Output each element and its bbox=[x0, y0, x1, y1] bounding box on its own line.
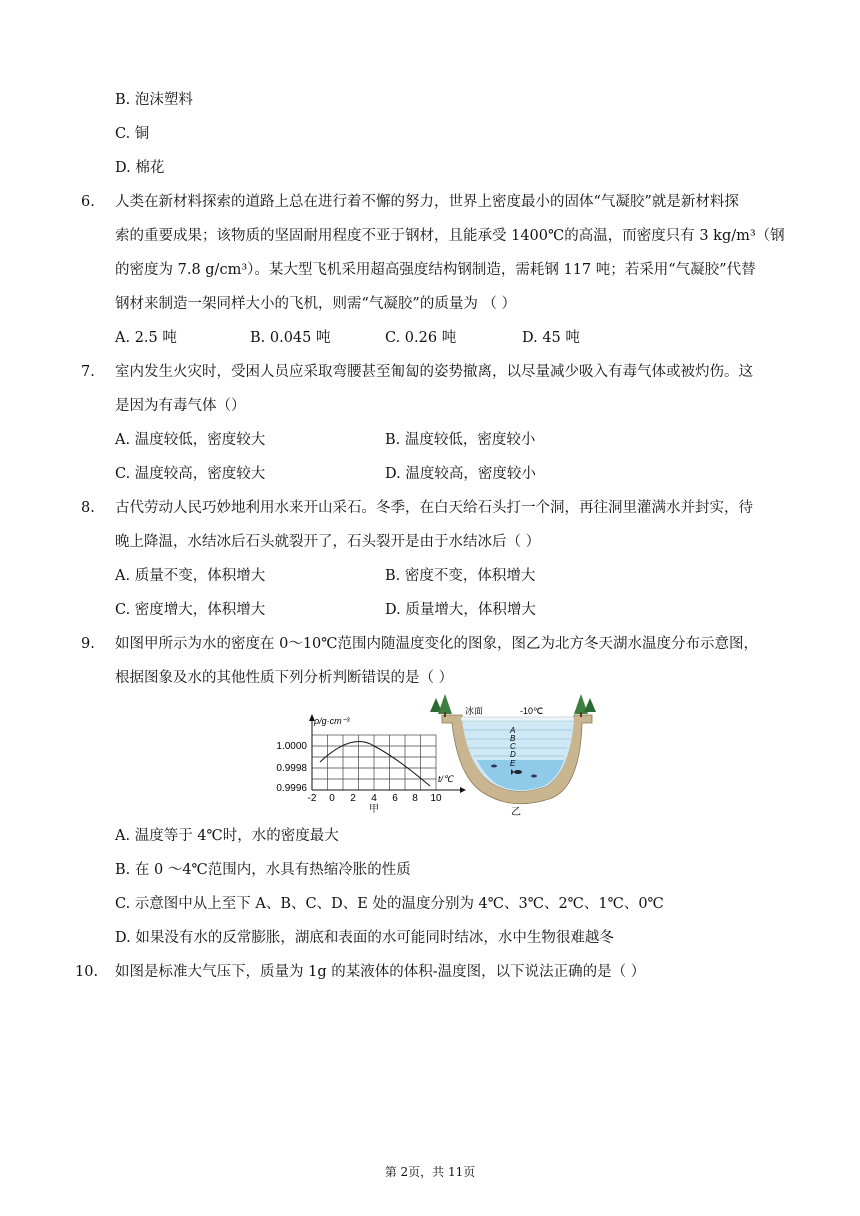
x-axis-arrow bbox=[460, 787, 466, 793]
layer-a: A bbox=[510, 726, 516, 735]
air-temp-label: -10℃ bbox=[520, 706, 544, 716]
q9-number: 9. bbox=[81, 636, 95, 652]
q6-line-4: 钢材来制造一架同样大小的飞机，则需“气凝胶”的质量为 （ ） bbox=[115, 296, 517, 312]
y-tick-1: 1.0000 bbox=[276, 741, 307, 752]
q7-option-c: C. 温度较高，密度较大 bbox=[115, 466, 266, 482]
x-tick-1: -2 bbox=[307, 793, 317, 804]
q6-option-c: C. 0.26 吨 bbox=[385, 330, 457, 346]
q8-line-1: 古代劳动人民巧妙地利用水来开山采石。冬季，在白天给石头打一个洞，再往洞里灌满水并封实，待 bbox=[115, 500, 753, 516]
q10-line-1: 如图是标准大气压下，质量为 1g 的某液体的体积-温度图，以下说法正确的是（ ） bbox=[115, 964, 646, 980]
q5-option-c: C. 铜 bbox=[115, 126, 150, 142]
q9-option-d: D. 如果没有水的反常膨胀，湖底和表面的水可能同时结冰，水中生物很难越冬 bbox=[115, 930, 614, 946]
q6-line-3: 的密度为 7.8 g/cm³）。某大型飞机采用超高强度结构钢制造，需耗钢 117 吨；若采用“气凝胶”代替 bbox=[115, 262, 756, 278]
q6-option-a: A. 2.5 吨 bbox=[115, 330, 177, 346]
q9-line-1: 如图甲所示为水的密度在 0～10℃范围内随温度变化的图象，图乙为北方冬天湖水温度分布示意图， bbox=[115, 636, 759, 652]
q8-option-d: D. 质量增大，体积增大 bbox=[385, 602, 536, 618]
graph-caption: 甲 bbox=[369, 804, 379, 815]
q10-number: 10. bbox=[75, 964, 99, 980]
q8-line-2: 晚上降温，水结冰后石头就裂开了，石头裂开是由于水结冰后（ ） bbox=[115, 534, 541, 550]
q7-number: 7. bbox=[81, 364, 95, 380]
q7-line-1: 室内发生火灾时，受困人员应采取弯腰甚至匍匐的姿势撤离，以尽量减少吸入有毒气体或被灼伤。这 bbox=[115, 364, 753, 380]
layer-b: B bbox=[510, 734, 516, 743]
q7-option-b: B. 温度较低，密度较小 bbox=[385, 432, 536, 448]
q9-line-2: 根据图象及水的其他性质下列分析判断错误的是（ ） bbox=[115, 670, 454, 686]
layer-c: C bbox=[510, 742, 516, 751]
ice-label: 冰面 bbox=[465, 706, 484, 716]
q6-number: 6. bbox=[81, 194, 95, 210]
q6-option-d: D. 45 吨 bbox=[522, 330, 580, 346]
q9-option-a: A. 温度等于 4℃时，水的密度最大 bbox=[115, 828, 339, 844]
q6-option-b: B. 0.045 吨 bbox=[250, 330, 331, 346]
lake-diagram bbox=[430, 694, 596, 818]
q7-option-a: A. 温度较低，密度较大 bbox=[115, 432, 266, 448]
q5-option-b: B. 泡沫塑料 bbox=[115, 92, 193, 108]
tree-left-icon bbox=[430, 694, 452, 717]
q9-option-b: B. 在 0 ～4℃范围内，水具有热缩冷胀的性质 bbox=[115, 862, 411, 878]
small-fish-icon bbox=[491, 765, 497, 768]
q9-option-c: C. 示意图中从上至下 A、B、C、D、E 处的温度分别为 4℃、3℃、2℃、1℃、0℃ bbox=[115, 896, 664, 912]
q8-option-b: B. 密度不变，体积增大 bbox=[385, 568, 536, 584]
x-tick-4: 4 bbox=[371, 793, 377, 804]
x-tick-2: 0 bbox=[329, 793, 335, 804]
layer-e: E bbox=[510, 759, 516, 768]
q8-option-a: A. 质量不变，体积增大 bbox=[115, 568, 266, 584]
q8-option-c: C. 密度增大，体积增大 bbox=[115, 602, 266, 618]
tree-right-icon bbox=[574, 694, 596, 717]
density-graph bbox=[276, 714, 466, 815]
x-tick-6: 8 bbox=[412, 793, 418, 804]
fish-icon bbox=[514, 770, 522, 774]
page-footer: 第 2页，共 11页 bbox=[384, 1165, 476, 1179]
small-fish-icon bbox=[531, 775, 537, 778]
x-axis-label: t/℃ bbox=[438, 774, 454, 784]
q7-line-2: 是因为有毒气体（） bbox=[115, 398, 246, 414]
lake-caption: 乙 bbox=[511, 807, 521, 818]
x-tick-5: 6 bbox=[392, 793, 398, 804]
q7-option-d: D. 温度较高，密度较小 bbox=[385, 466, 536, 482]
x-tick-3: 2 bbox=[350, 793, 356, 804]
water-density-figure bbox=[262, 690, 602, 820]
ice-surface bbox=[461, 717, 574, 721]
q6-line-2: 索的重要成果；该物质的坚固耐用程度不亚于钢材，且能承受 1400℃的高温，而密度只有 3 kg/m³（钢 bbox=[115, 228, 785, 244]
y-tick-2: 0.9998 bbox=[276, 763, 307, 774]
q8-number: 8. bbox=[81, 500, 95, 516]
x-tick-7: 10 bbox=[430, 793, 442, 804]
q6-line-1: 人类在新材料探索的道路上总在进行着不懈的努力，世界上密度最小的固体“气凝胶”就是新材料探 bbox=[115, 194, 739, 210]
y-tick-3: 0.9996 bbox=[276, 783, 307, 794]
q5-option-d: D. 棉花 bbox=[115, 160, 165, 176]
y-axis-label: ρ/g·cm⁻³ bbox=[314, 716, 350, 726]
layer-d: D bbox=[510, 750, 516, 759]
